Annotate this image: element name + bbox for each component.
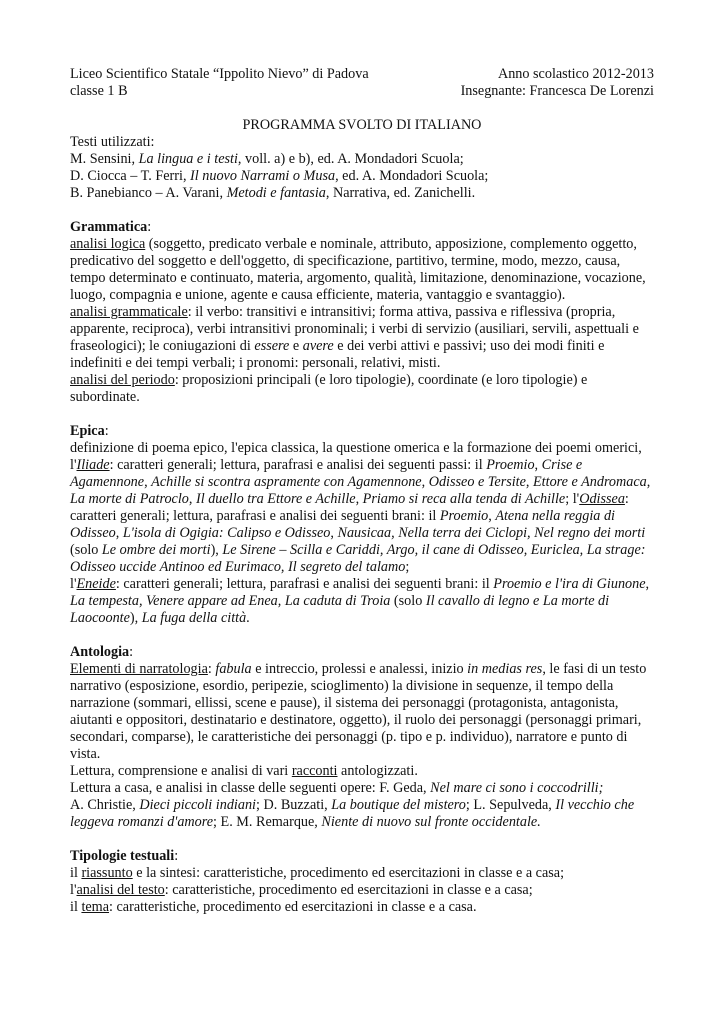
- school-year: Anno scolastico 2012-2013: [497, 66, 654, 82]
- texts-heading: Testi utilizzati:: [70, 134, 155, 150]
- header-row-2: [70, 83, 654, 100]
- lettura-casa-paragraph: Lettura a casa, e analisi in classe delle seguenti opere: F. Geda, Nel mare ci sono i coccodrilli; A. Christie, Dieci piccoli indiani; D. Buzzati, La boutique del mistero; L. Sepulveda, Il vecchio che leggeva romanzi d'amore; E. M. Remarque, Niente di nuovo sul fronte occidentale.: [70, 780, 635, 830]
- document-page: [70, 66, 654, 916]
- section-heading-antologia: Antologia:: [70, 644, 134, 660]
- teacher-name: Insegnante: Francesca De Lorenzi: [460, 83, 654, 99]
- tipologia-riassunto: il riassunto e la sintesi: caratteristiche, procedimento ed esercitazioni in classe e a casa;: [70, 865, 565, 881]
- section-heading-grammatica: Grammatica:: [70, 219, 152, 235]
- narratologia-paragraph: Elementi di narratologia: fabula e intreccio, prolessi e analessi, inizio in medias res, le fasi di un testo narrativo (esposizione, esordio, peripezie, scioglimento) la divisione in sequenze, il tempo della narrazione (sommari, ellissi, scene e pause), il sistema dei personaggi (protagonista, antagonista, aiutanti e oppositori, destinatario e destinatore, oggetto), il ruolo dei personaggi (personaggi primari, secondari, comparse), le caratteristiche dei personaggi (p. tipo e p. individuo), narratore e punto di vista.: [70, 661, 647, 762]
- text-item-1: M. Sensini, La lingua e i testi, voll. a) e b), ed. A. Mondadori Scuola;: [70, 151, 464, 167]
- section-heading-epica: Epica:: [70, 423, 109, 439]
- header-row-1: [70, 66, 654, 83]
- texts-section: [70, 134, 654, 202]
- analisi-periodo-paragraph: analisi del periodo: proposizioni principali (e loro tipologie), coordinate (e loro tipologie) e subordinate.: [70, 372, 588, 405]
- document-title: PROGRAMMA SVOLTO DI ITALIANO: [242, 117, 482, 133]
- analisi-logica-paragraph: analisi logica (soggetto, predicato verbale e nominale, attributo, apposizione, complemento oggetto, predicativo del soggetto e dell'oggetto, di specificazione, partitivo, termine, modo, mezzo, causa, tempo determinato e continuato, materia, argomento, qualità, limitazione, denominazione, vocazione, luogo, compagnia e unione, agente e causa efficiente, materia, vantaggio e svantaggio).: [70, 236, 646, 303]
- tipologia-analisi-testo: l'analisi del testo: caratteristiche, procedimento ed esercitazioni in classe e a casa;: [70, 882, 533, 898]
- analisi-grammaticale-paragraph: analisi grammaticale: il verbo: transitivi e intransitivi; forma attiva, passiva e riflessiva (propria, apparente, reciproca), verbi intransitivi pronominali; i verbi di servizio (ausiliari, servili, aspettuali e fraseologici); le coniugazioni di essere e avere e dei verbi attivi e passivi; uso dei modi finiti e indefiniti e dei tempi verbali; i pronomi: personali, relativi, misti.: [70, 304, 639, 371]
- lettura-paragraph: Lettura, comprensione e analisi di vari racconti antologizzati.: [70, 763, 418, 779]
- antologia-section: [70, 644, 654, 831]
- epica-section: [70, 423, 654, 627]
- class-name: classe 1 B: [70, 83, 128, 99]
- school-name: Liceo Scientifico Statale “Ippolito Nievo” di Padova: [70, 66, 369, 82]
- tipologie-section: [70, 848, 654, 916]
- grammatica-section: [70, 219, 654, 406]
- text-item-3: B. Panebianco – A. Varani, Metodi e fantasia, Narrativa, ed. Zanichelli.: [70, 185, 476, 201]
- tipologia-tema: il tema: caratteristiche, procedimento ed esercitazioni in classe e a casa.: [70, 899, 477, 915]
- section-heading-tipologie: Tipologie testuali:: [70, 848, 179, 864]
- text-item-2: D. Ciocca – T. Ferri, Il nuovo Narrami o Musa, ed. A. Mondadori Scuola;: [70, 168, 489, 184]
- epica-paragraph: definizione di poema epico, l'epica classica, la questione omerica e la formazione dei poemi omerici, l'Iliade: caratteri generali; lettura, parafrasi e analisi dei seguenti passi: il Proemio, Crise e Agamennone, Achille si scontra aspramente con Agamennone, Odisseo e Tersite, Ettore e Andromaca, La morte di Patroclo, Il duello tra Ettore e Achille, Priamo si reca alla tenda di Achille; l'Odissea: caratteri generali; lettura, parafrasi e analisi dei seguenti brani: il Proemio, Atena nella reggia di Odisseo, L'isola di Ogigia: Calipso e Odisseo, Nausicaa, Nella terra dei Ciclopi, Nel regno dei morti (solo Le ombre dei morti), Le Sirene – Scilla e Cariddi, Argo, il cane di Odisseo, Euriclea, La strage: Odisseo uccide Antinoo ed Eurimaco, Il segreto del talamo; l'Eneide: caratteri generali; lettura, parafrasi e analisi dei seguenti brani: il Proemio e l'ira di Giunone, La tempesta, Venere appare ad Enea, La caduta di Troia (solo Il cavallo di legno e La morte di Laocoonte), La fuga della città.: [70, 440, 651, 626]
